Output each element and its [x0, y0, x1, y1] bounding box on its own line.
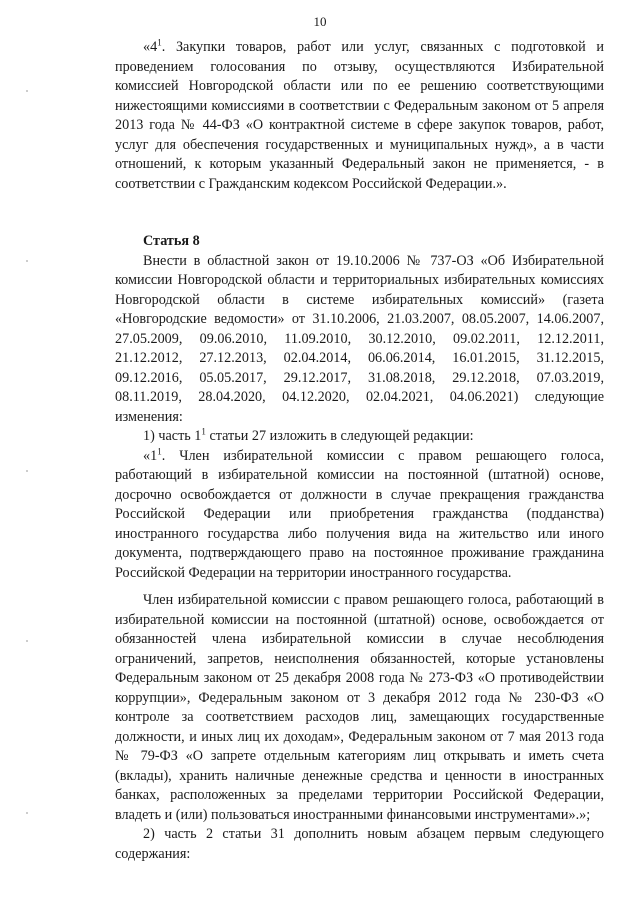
article-8-intro: Внести в областной закон от 19.10.2006 № 737-ОЗ «Об Избирательной комиссии Новгородской области и территориальных избирательных комиссиях Новгородской области в системе избирательных комиссий» (газета «Новгородские ведомости» от 31.10.2006, 21.03.2007, 08.05.2007, 14.06.2007, 27.05.2009, 09.06.2010, 11.09.2010, 30.12.2010, 09.02.2011, 12.12.2011, 21.12.2012, 27.12.2013, 02.04.2014, 06.06.2014, 16.01.2015, 31.12.2015, 09.12.2016, 05.05.2017, 29.12.2017, 31.08.2018, 29.12.2018, 07.03.2019, 08.11.2019, 28.04.2020, 04.12.2020, 02.04.2021, 04.06.2021) следующие изменения: — [115, 252, 604, 425]
amendment-item-1: 1) часть $1^1$ статьи 27 изложить в следующей редакции: — [143, 426, 474, 444]
article-8-heading: Статья 8 — [143, 233, 200, 249]
quoted-paragraph-2: Член избирательной комиссии с правом решающего голоса, работающий в избирательной комиссии на постоянной (штатной) основе, освобождается от обязанностей члена избирательной комиссии в случае несоблюдения ограничений, запретов, неисполнения обязанностей, которые установлены Федеральным законом от 25 декабря 2008 года № 273-ФЗ «О противодействии коррупции», Федеральным законом от 3 декабря 2012 года № 230-ФЗ «О контроле за соответствием расходов лиц, замещающих государственные должности, и иных лиц их доходам», Федеральным законом от 7 мая 2013 года № 79-ФЗ «О запрете отдельным категориям лиц открывать и иметь счета (вклады), хранить наличные денежные средства и ценности в иностранных банках, расположенных за пределами территории Российской Федерации, владеть и (или) пользоваться иностранными финансовыми инструментами».»; — [115, 592, 604, 823]
paragraph-4-1: «$4^1$. Закупки товаров, работ или услуг, связанных с подготовкой и проведением голосования по отзыву, осуществляются Избирательной комиссией Новгородской области или по ее решению соответствующими нижестоящими комиссиями в соответствии с Федеральным законом от 5 апреля 2013 года № 44-ФЗ «О контрактной системе в сфере закупок товаров, работ, услуг для обеспечения государственных и муниципальных нужд», а в части отношений, к которым указанный Федеральный закон не применяется, - в соответствии с Гражданским кодексом Российской Федерации.». — [115, 37, 604, 192]
document-body — [115, 38, 604, 864]
quoted-paragraph-1-1: «$1^1$. Член избирательной комиссии с правом решающего голоса, работающий в избирательной комиссии на постоянной (штатной) основе, досрочно освобождается от должности в случае прекращения гражданства Российской Федерации или приобретения гражданства (подданства) иностранного государства либо получения вида на жительство или иного документа, подтверждающего право на постоянное проживание гражданина Российской Федерации на территории иностранного государства. — [115, 445, 604, 581]
scan-edge-marks — [26, 0, 30, 905]
page-number: 10 — [313, 14, 327, 29]
amendment-item-2: 2) часть 2 статьи 31 дополнить новым абзацем первым следующего содержания: — [115, 826, 604, 862]
